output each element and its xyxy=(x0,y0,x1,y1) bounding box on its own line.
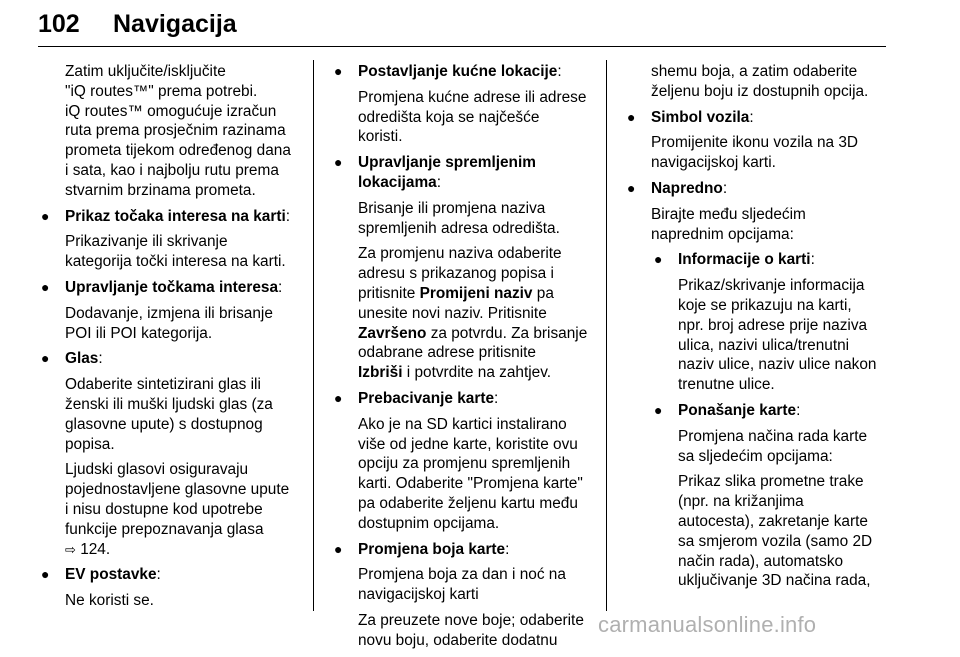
item-title: Postavljanje kućne lokacije xyxy=(358,63,558,80)
list-item: ● Upravljanje spremljenim lokacijama: Brisanje ili promjena naziva spremljenih adresa odredišta. Za promjenu naziva odaberite adresu s prikazanog popisa i pritisnite Promijeni naziv pa unesite novi naziv. Pritisnite Završeno za potvrdu. Za brisanje odabrane adrese pritisnite Izbriši i potvrdite na zahtjev. xyxy=(331,153,593,383)
list-item: ● Glas: Odaberite sintetizirani glas ili ženski ili muški ljudski glas (za glasovne upute) s dostupnog popisa. Ljudski glasovi osiguravaju pojednostavljene glasovne upute i nisu dostupne kod upotrebe funkcije prepoznavanja glasa ⇨ 124. xyxy=(38,349,300,559)
item-description: Prikaz/skrivanje informacija koje se prikazuju na karti, npr. broj adrese prije naziva ulica, nazivi ulica/trenutni naziv ulice, naziv ulice nakon trenutne ulice. xyxy=(678,277,877,394)
sub-list-item: ● Ponašanje karte: Promjena načina rada karte sa sljedećim opcijama: Prikaz slika prometne trake (npr. na križanjima autocesta), zakretanje karte sa smjerom vozila (samo 2D način rada), automatsko uključivanje 3D načina rada, xyxy=(651,401,888,591)
ui-label-delete: Izbriši xyxy=(358,364,403,382)
item-description: Odaberite sintetizirani glas ili ženski ili muški ljudski glas (za glasovne upute) s dostupnog popisa. xyxy=(65,376,273,453)
column-2 xyxy=(331,62,593,657)
page-number: 102 xyxy=(38,10,80,38)
item-description: Prikaz slika prometne trake (npr. na križanjima autocesta), zakretanje karte sa smjerom vozila (samo 2D način rada), automatsko uključivanje 3D načina rada, xyxy=(678,473,873,590)
item-title: Informacije o karti xyxy=(678,251,811,269)
item-description: Brisanje ili promjena naziva spremljenih adresa odredišta. xyxy=(358,199,560,237)
item-description: Promjena kućne adrese ili adrese odredišta koja se najčešće koristi. xyxy=(358,88,587,146)
column-divider xyxy=(313,60,314,611)
list-item: ● Promjena boja karte: Promjena boja za dan i noć na navigacijskoj karti Za preuzete nove boje; odaberite novu boju, odaberite dodatnu xyxy=(331,540,593,651)
list-item: ● Postavljanje kućne lokacije: Promjena kućne adrese ili adrese odredišta koja se najčešće koristi. xyxy=(331,62,593,147)
intro-paragraph: Zatim uključite/isključite "iQ routes™" prema potrebi. iQ routes™ omogućuje izračun ruta prema prosječnim razinama prometa tijekom određenog dana i sata, kao i najbolju rutu prema stvarnim brzinama prometa. xyxy=(65,63,291,199)
item-description: Dodavanje, izmjena ili brisanje POI ili POI kategorija. xyxy=(65,304,273,342)
list-item: ● Upravljanje točkama interesa: Dodavanje, izmjena ili brisanje POI ili POI kategorija. xyxy=(38,278,300,343)
item-description: Za promjenu naziva odaberite adresu s prikazanog popisa i pritisnite Promijeni naziv pa unesite novi naziv. Pritisnite Završeno za potvrdu. Za brisanje odabrane adrese pritisnite Izbriši i potvrdite na zahtjev. xyxy=(358,245,588,382)
item-description: Za preuzete nove boje; odaberite novu boju, odaberite dodatnu xyxy=(358,611,584,649)
page-header xyxy=(38,4,886,48)
bullet-icon: ● xyxy=(654,401,663,418)
item-title: Ponašanje karte xyxy=(678,401,797,419)
sub-list-item: ● Informacije o karti: Prikaz/skrivanje informacija koje se prikazuju na karti, npr. broj adrese prije naziva ulica, nazivi ulica/trenutni naziv ulice, naziv ulice nakon trenutne ulice. xyxy=(651,250,888,395)
header-rule xyxy=(38,46,886,47)
column-divider xyxy=(606,60,607,611)
column-1 xyxy=(38,62,300,617)
column-3 xyxy=(624,62,888,597)
bullet-icon: ● xyxy=(41,278,50,295)
item-description: Promijenite ikonu vozila na 3D navigacijskoj karti. xyxy=(651,134,859,172)
item-description: Ne koristi se. xyxy=(65,592,154,610)
item-title: Simbol vozila xyxy=(651,108,750,126)
bullet-icon: ● xyxy=(627,108,636,125)
item-description: Ako je na SD kartici instalirano više od jedne karte, koristite ovu opciju za promjenu spremljenih karti. Odaberite "Promjena karte" pa odaberite željenu kartu među dostupnim opcijama. xyxy=(358,415,583,532)
bullet-icon: ● xyxy=(41,207,50,224)
list-item: ● EV postavke: Ne koristi se. xyxy=(38,565,300,611)
item-title: Upravljanje točkama interesa xyxy=(65,278,279,296)
continued-paragraph: shemu boja, a zatim odaberite željenu boju iz dostupnih opcija. xyxy=(651,63,869,100)
item-title: Napredno xyxy=(651,179,723,197)
bullet-icon: ● xyxy=(334,540,343,557)
item-description: Promjena boja za dan i noć na navigacijskoj karti xyxy=(358,566,566,604)
bullet-icon: ● xyxy=(334,63,343,79)
bullet-icon: ● xyxy=(334,154,343,171)
item-title: Upravljanje spremljenim lokacijama xyxy=(358,154,536,191)
item-title: EV postavke xyxy=(65,566,157,584)
item-title: Prebacivanje karte xyxy=(358,389,495,407)
item-title: Glas xyxy=(65,350,99,368)
item-title: Prikaz točaka interesa na karti xyxy=(65,207,286,225)
item-description: Promjena načina rada karte sa sljedećim opcijama: xyxy=(678,427,868,465)
ui-label-rename: Promijeni naziv xyxy=(419,284,533,302)
watermark: carmanualsonline.info xyxy=(598,612,817,637)
page-reference[interactable]: 124. xyxy=(80,540,111,558)
bullet-icon: ● xyxy=(627,179,636,196)
list-item: ● Prebacivanje karte: Ako je na SD kartici instalirano više od jedne karte, koristite ovu opciju za promjenu spremljenih karti. Odaberite "Promjena karte" pa odaberite željenu kartu među dostupnim opcijama. xyxy=(331,389,593,534)
item-description: Prikazivanje ili skrivanje kategorija točki interesa na karti. xyxy=(65,233,286,271)
ui-label-done: Završeno xyxy=(358,324,427,342)
item-description: Birajte među sljedećim naprednim opcijama: xyxy=(651,205,806,243)
item-title: Promjena boja karte xyxy=(358,540,506,558)
bullet-icon: ● xyxy=(41,566,50,583)
bullet-icon: ● xyxy=(334,389,343,406)
page-reference-arrow-icon: ⇨ xyxy=(65,541,76,557)
list-item: ● Napredno: Birajte među sljedećim naprednim opcijama: ● Informacije o karti: Prikaz/skrivanje informacija koje se prikazuju na karti, npr. broj adrese prije naziva ulica, nazivi ulica/trenutni naziv ulice, naziv ulice nakon trenutne ulice. ● Ponašanje karte: Promjena načina rada karte sa sljedećim opcijama: Prikaz slika prometne trake (npr. na križanjima autocesta), zakretanje karte sa smjerom vozila (samo 2D način rada), automatsko uključivanje 3D načina rada, xyxy=(624,179,888,591)
list-item: ● Simbol vozila: Promijenite ikonu vozila na 3D navigacijskoj karti. xyxy=(624,108,888,173)
bullet-icon: ● xyxy=(654,251,663,268)
item-description: Ljudski glasovi osiguravaju pojednostavljene glasovne upute i nisu dostupne kod upotrebe funkcije prepoznavanja glasa ⇨ 124. xyxy=(65,461,290,558)
list-item: ● Prikaz točaka interesa na karti: Prikazivanje ili skrivanje kategorija točki interesa na karti. xyxy=(38,207,300,272)
bullet-icon: ● xyxy=(41,350,50,367)
section-title: Navigacija xyxy=(113,10,237,38)
